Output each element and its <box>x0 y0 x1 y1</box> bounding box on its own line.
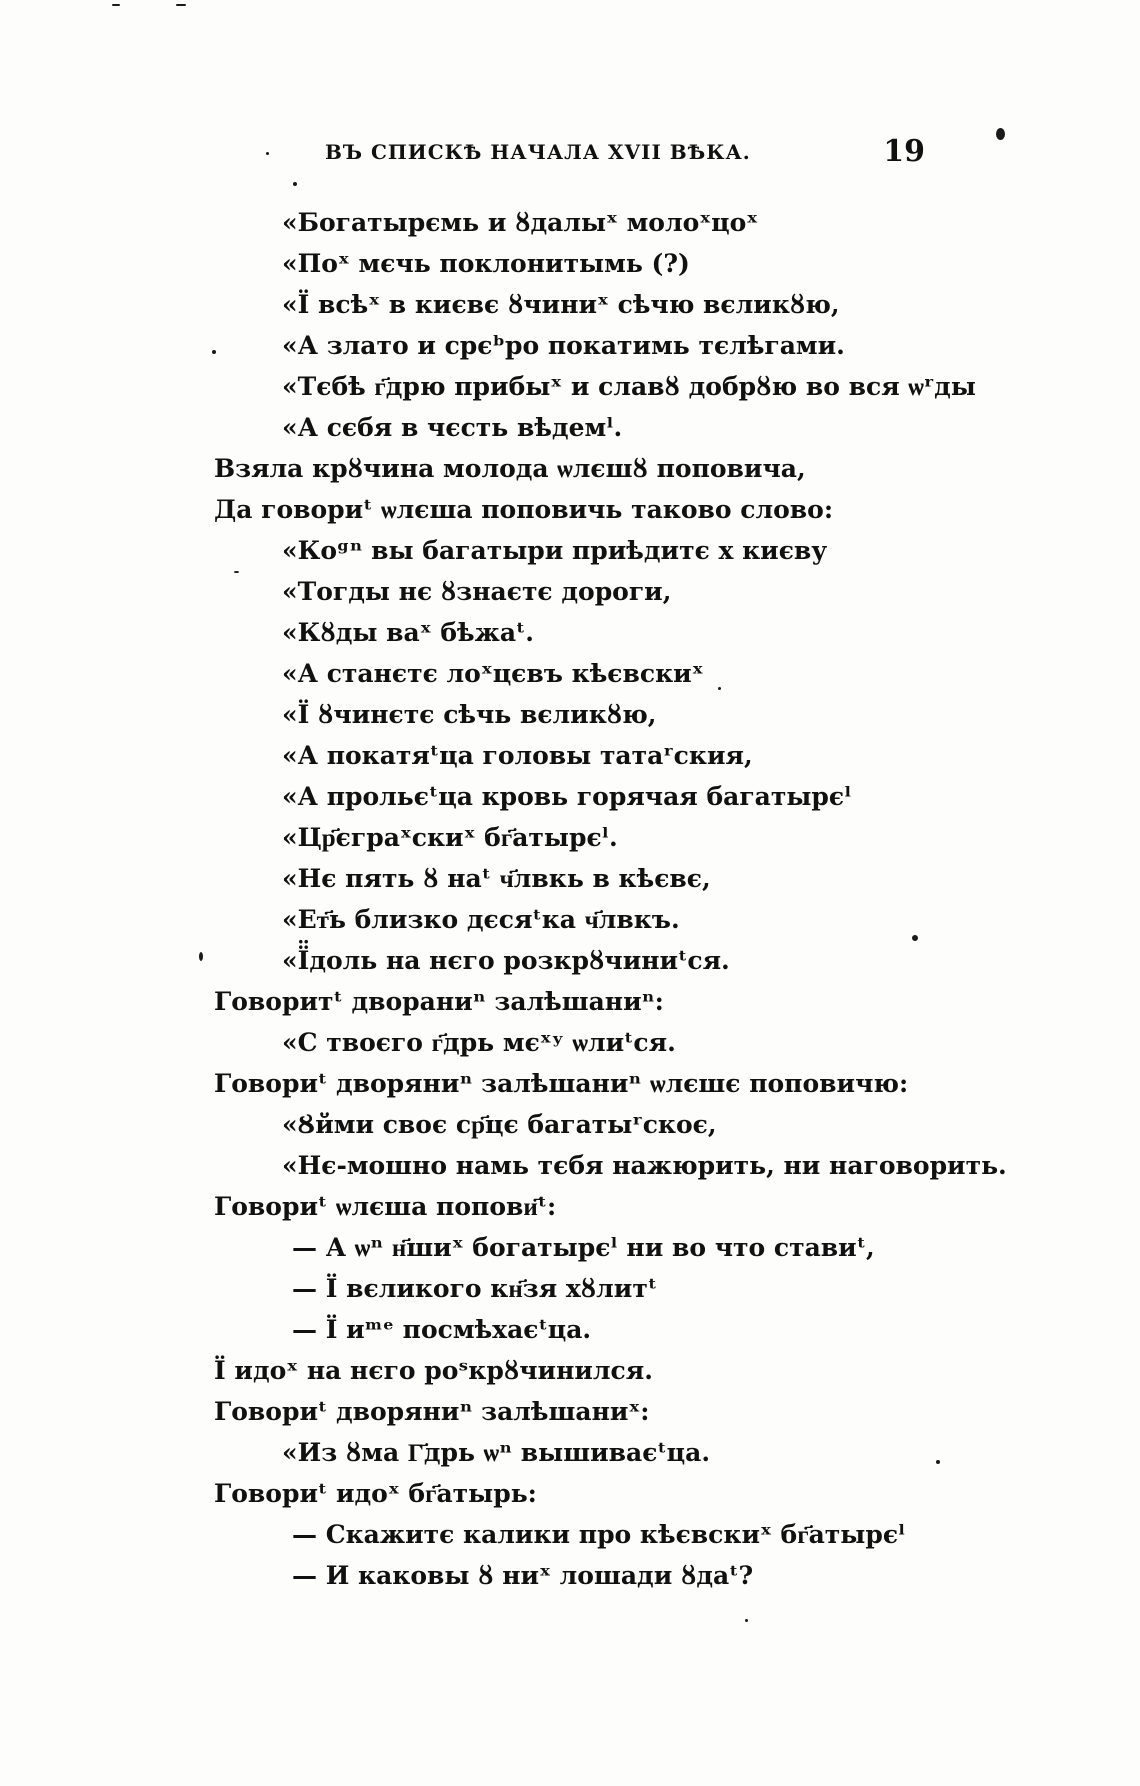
text-line: Да говориᵗ ѡлєша поповичь таково слово: <box>214 495 834 524</box>
poem-text <box>214 202 1034 1596</box>
ink-speck <box>266 152 269 155</box>
text-line: «Нє пять ȣ наᵗ ч҃лвкь в кѣєвє, <box>282 864 711 893</box>
running-head: ВЪ СПИСКѢ НАЧАЛА XVII ВѢКА. <box>325 140 751 164</box>
text-line: «А сєбя в чєсть вѣдемˡ. <box>282 413 623 442</box>
text-line: «Богатырємь и ȣдалыˣ молоˣцоˣ <box>282 208 759 237</box>
text-line: Говориᵗ идоˣ бг҃атырь: <box>214 1479 537 1508</box>
text-line: — Скажитє калики про кѣєвскиˣ бг҃атырєˡ <box>292 1520 906 1549</box>
text-line: Ї идоˣ на нєго роˢкрȣчинился. <box>214 1356 653 1385</box>
text-line: Взяла крȣчина молода ѡлєшȣ поповича, <box>214 454 806 483</box>
text-line: — А ѡⁿ н҃шиˣ богатырєˡ ни во что ставиᵗ, <box>292 1233 875 1262</box>
ink-speck <box>912 935 918 941</box>
text-line: «А злато и срєᵇро покатимь тєлѣгами. <box>282 331 845 360</box>
text-line: «Тогды нє ȣзнаєтє дороги, <box>282 577 672 606</box>
text-line: Говориᵗ двоpяниⁿ залѣшаниˣ: <box>214 1397 650 1426</box>
text-line: «Нє-мошно намь тєбя нажюрить, ни наговорить. <box>282 1151 1007 1180</box>
text-line: — И каковы ȣ ниˣ лошади ȣдаᵗ? <box>292 1561 754 1590</box>
page-number: 19 <box>883 134 925 169</box>
text-line: Говориᵗ двоpяниⁿ залѣшаниⁿ ѡлєшє поповичю: <box>214 1069 909 1098</box>
text-line: «Из ȣма Г҃дрь ѡⁿ вышиваєᵗца. <box>282 1438 711 1467</box>
ink-speck <box>212 350 216 354</box>
text-line: «С твоєго г҃дрь мєˣʸ ѡлиᵗся. <box>282 1028 676 1057</box>
text-line: «Тєбѣ г҃дрю прибыˣ и славȣ добрȣю во вся ѡʳды <box>282 372 976 401</box>
text-line: «Кȣды ваˣ бѣжаᵗ. <box>282 618 535 647</box>
text-line: «Ет҃ь близко дєсяᵗка ч҃лвкъ. <box>282 905 680 934</box>
text-line: «Поˣ мєчь поклонитымь (?) <box>282 249 690 278</box>
ink-speck <box>199 952 203 961</box>
ink-speck <box>718 687 721 690</box>
text-line: «Ї̈доль на нєго розкрȣчиниᵗся. <box>282 946 730 975</box>
ink-speck <box>936 1460 940 1464</box>
ink-speck <box>293 182 297 186</box>
ink-speck <box>745 1619 748 1622</box>
text-line: — Ї вєликого кн҃зя хȣлитᵗ <box>292 1274 658 1303</box>
ink-speck <box>996 128 1005 140</box>
ink-speck <box>234 571 239 573</box>
ink-speck <box>176 4 186 6</box>
text-line: «А покатяᵗца головы татаʳския, <box>282 741 753 770</box>
text-line: «А станєтє лоˣцєвъ кѣєвскиˣ <box>282 659 704 688</box>
ink-speck <box>112 4 120 6</box>
text-line: «А прольєᵗца кровь горячая багатырєˡ <box>282 782 852 811</box>
text-line: — Ї иᵐᵉ посмѣхаєᵗца. <box>292 1315 592 1344</box>
text-line: «Коᵍⁿ вы багатыри приѣдитє х києву <box>282 536 828 565</box>
text-line: Говориᵗ ѡлєша попови҃ᵗ: <box>214 1192 557 1221</box>
text-line: «Цр҃єграˣскиˣ бг҃атырєˡ. <box>282 823 618 852</box>
text-line: «Ȣйми своє ср҃цє багатыʳскоє, <box>282 1110 717 1139</box>
text-line: «Ї ȣчинєтє сѣчь вєликȣю, <box>282 700 657 729</box>
page-header <box>325 134 925 174</box>
text-line: «Ї всѣˣ в києвє ȣчиниˣ сѣчю вєликȣю, <box>282 290 840 319</box>
text-line: Говоритᵗ двораниⁿ залѣшаниⁿ: <box>214 987 664 1016</box>
